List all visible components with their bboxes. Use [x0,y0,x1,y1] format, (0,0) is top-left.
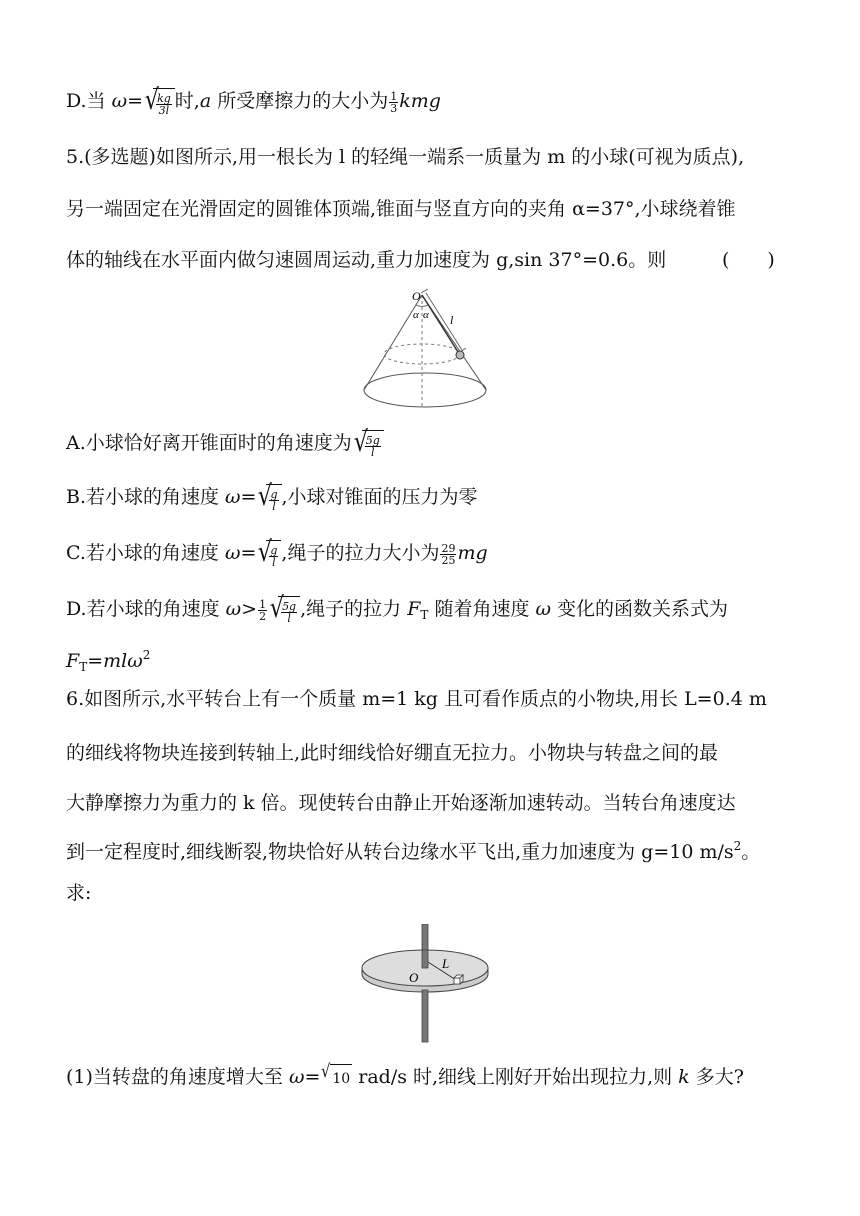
q6-stem-line2: 的细线将物块连接到转轴上,此时细线恰好绷直无拉力。小物块与转盘之间的最 [66,742,719,764]
q6-sub1: (1)当转盘的角速度增大至 ω= √ 10 rad/s 时,细线上刚好开始出现拉力,则 k 多大? [66,1064,744,1092]
q6-stem-line1: 6.如图所示,水平转台上有一个质量 m=1 kg 且可看作质点的小物块,用长 L=0.4 m [66,688,767,710]
label-l: l [450,313,454,327]
q5-option-c: C.若小球的角速度 ω= √ $\frac{g}{l}$ ,绳子的拉力大小为 $\frac{29}{25}$ mg [66,535,488,569]
label-alpha-left: α [413,309,419,321]
q6-stem-line4: 到一定程度时,细线断裂,物块恰好从转台边缘水平飞出,重力加速度为 g=10 $m/s^2$。 [66,839,761,863]
q6-stem-line3: 大静摩擦力为重力的 k 倍。现使转台由静止开始逐渐加速转动。当转台角速度达 [66,792,736,814]
sqrt-expression: √ $\frac{kg}{3l}$ [143,88,175,116]
q4-option-d: D.当 ω= √ $\frac{kg}{3l}$ 时,a 所受摩擦力的大小为 $\frac{1}{3}$ kmg [66,83,441,117]
q5-option-b: B.若小球的角速度 ω= √ $\frac{g}{l}$ ,小球对锥面的压力为零 [66,479,478,513]
q5-stem-line1: 5.(多选题)如图所示,用一根长为 l 的轻绳一端系一质量为 m 的小球(可视为质点), [66,146,745,168]
answer-paren: ( ) [722,249,775,271]
q5-option-d: D.若小球的角速度 ω> $\frac{1}{2}$ √ $\frac{5g}{l}$ ,绳子的拉力 $F_T$ 随着角速度 ω 变化的函数关系式为 [66,591,729,625]
turntable-figure [360,924,500,1049]
label-alpha-right: α [423,309,429,321]
label-l: L [442,956,450,971]
q6-stem-line5: 求: [66,882,92,904]
cone-figure [362,288,502,413]
q5-stem-line2: 另一端固定在光滑固定的圆锥体顶端,锥面与竖直方向的夹角 α=37°,小球绕着锥 [66,198,736,220]
label-o: O [412,289,421,303]
q5-option-a: A.小球恰好离开锥面时的角速度为 √ $\frac{5g}{l}$ [66,430,384,458]
q5-option-d-formula: $F_T=ml\omega^2$ [66,648,151,674]
q5-stem-line3: 体的轴线在水平面内做匀速圆周运动,重力加速度为 g,sin 37°=0.6。则 [66,249,667,271]
label-o: O [409,970,419,985]
